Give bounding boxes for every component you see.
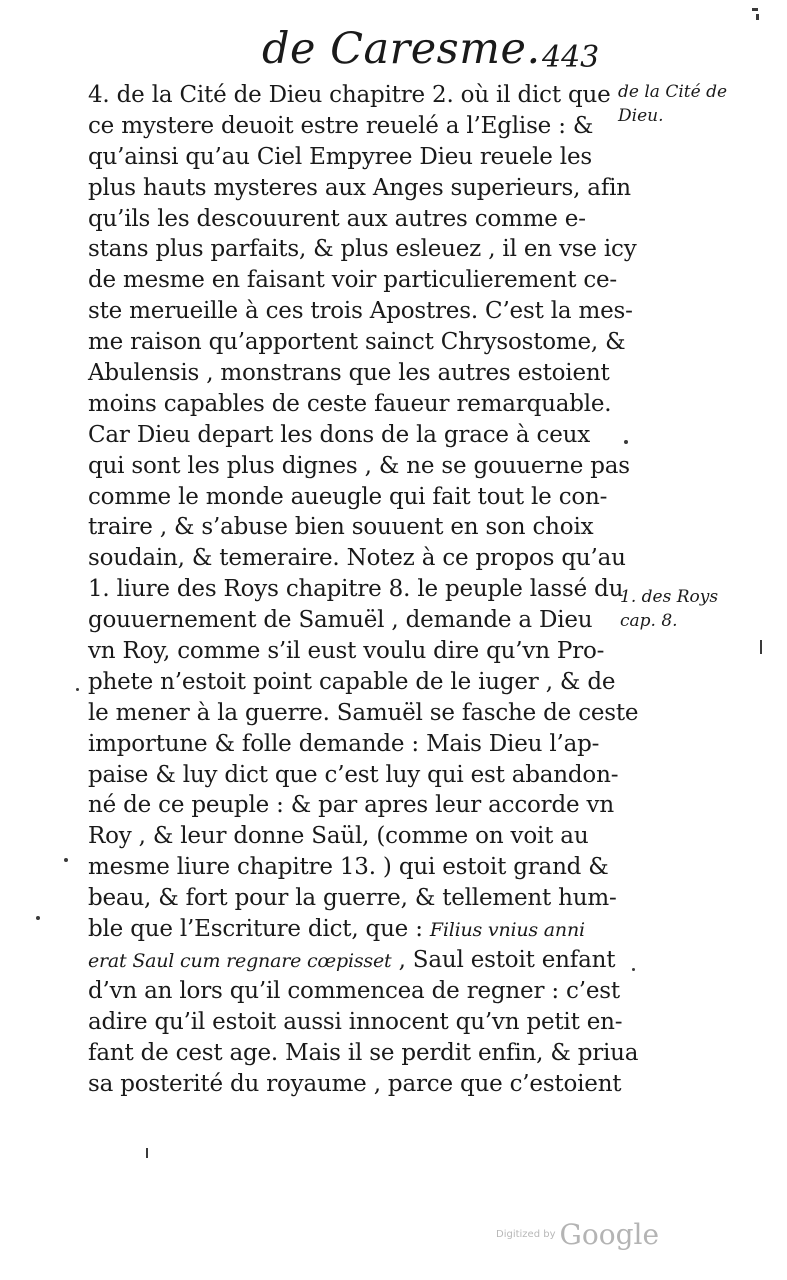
scan-speck — [752, 8, 758, 11]
text-segment: , Saul estoit enfant — [398, 946, 616, 973]
latin-quote: erat Saul cum regnare cœpisset — [88, 949, 392, 972]
digitization-watermark — [496, 1218, 659, 1251]
margin-note-des-roys — [620, 585, 718, 633]
text-line: le mener à la guerre. Samuël se fasche de ceste — [88, 699, 639, 726]
text-line: de mesme en faisant voir particulierement ce- — [88, 267, 618, 294]
text-line: 1. liure des Roys chapitre 8. le peuple lassé du — [88, 576, 624, 603]
text-line: traire , & s’abuse bien souuent en son choix — [88, 514, 594, 541]
text-line: stans plus parfaits, & plus esleuez , il en vse icy — [88, 236, 637, 263]
page-number: 443 — [542, 40, 600, 75]
scan-speck — [624, 440, 628, 444]
scan-speck — [36, 916, 40, 920]
text-line: gouuernement de Samuël , demande a Dieu — [88, 607, 593, 634]
text-line: soudain, & temeraire. Notez à ce propos qu’au — [88, 545, 626, 572]
text-line: adire qu’il estoit aussi innocent qu’vn petit en- — [88, 1008, 623, 1035]
scan-speck — [76, 688, 79, 691]
margin-note-cite-de-dieu — [618, 80, 727, 128]
text-line: qu’ainsi qu’au Ciel Empyree Dieu reuele les — [88, 143, 592, 170]
text-line: qui sont les plus dignes , & ne se gouuerne pas — [88, 452, 630, 479]
scan-speck — [146, 1148, 148, 1158]
text-line: Abulensis , monstrans que les autres estoient — [88, 360, 610, 387]
text-line: Car Dieu depart les dons de la grace à ceux — [88, 421, 591, 448]
text-line: fant de cest age. Mais il se perdit enfin, & priua — [88, 1039, 639, 1066]
text-line: plus hauts mysteres aux Anges superieurs, afin — [88, 174, 631, 201]
text-line: phete n’estoit point capable de le iuger , & de — [88, 668, 616, 695]
body-text — [88, 80, 639, 1099]
text-line: Roy , & leur donne Saül, (comme on voit au — [88, 823, 589, 850]
text-line: me raison qu’apportent sainct Chrysostome, & — [88, 329, 626, 356]
margin-note-line: 1. des Roys — [620, 587, 719, 607]
text-segment: ble que l’Escriture dict, que : — [88, 916, 423, 943]
text-line: 4. de la Cité de Dieu chapitre 2. où il dict que — [88, 82, 611, 108]
margin-note-line: Dieu. — [618, 106, 664, 126]
watermark-brand: Google — [559, 1218, 660, 1251]
text-line: sa posterité du royaume , parce que c’estoient — [88, 1070, 622, 1097]
text-line: moins capables de ceste faueur remarquable. — [88, 390, 612, 417]
text-line: vn Roy, comme s’il eust voulu dire qu’vn Pro- — [88, 638, 605, 665]
text-line: qu’ils les descouurent aux autres comme e- — [88, 205, 586, 232]
watermark-prefix: Digitized by — [496, 1229, 556, 1240]
scan-speck — [64, 858, 68, 862]
scan-speck — [756, 14, 759, 20]
text-line: comme le monde aueugle qui fait tout le con- — [88, 483, 608, 510]
margin-note-line: cap. 8. — [620, 611, 678, 631]
text-line: mesme liure chapitre 13. ) qui estoit grand & — [88, 854, 609, 881]
text-line: paise & luy dict que c’est luy qui est abandon- — [88, 761, 619, 788]
text-line: importune & folle demande : Mais Dieu l’ap- — [88, 730, 600, 757]
text-line: ce mystere deuoit estre reuelé a l’Eglise : & — [88, 112, 594, 139]
text-line: beau, & fort pour la guerre, & tellement hum- — [88, 885, 617, 912]
text-line-with-latin — [88, 945, 616, 976]
text-line: ste merueille à ces trois Apostres. C’est la mes- — [88, 298, 633, 325]
text-line: né de ce peuple : & par apres leur accorde vn — [88, 792, 614, 819]
margin-note-line: de la Cité de — [618, 82, 728, 102]
text-line-with-latin — [88, 914, 613, 945]
latin-quote: Filius vnius anni — [429, 919, 585, 942]
scan-speck — [632, 968, 635, 971]
running-head: de Caresme. — [262, 24, 541, 74]
scan-speck — [760, 640, 762, 654]
text-line: d’vn an lors qu’il commencea de regner : c’est — [88, 977, 620, 1004]
